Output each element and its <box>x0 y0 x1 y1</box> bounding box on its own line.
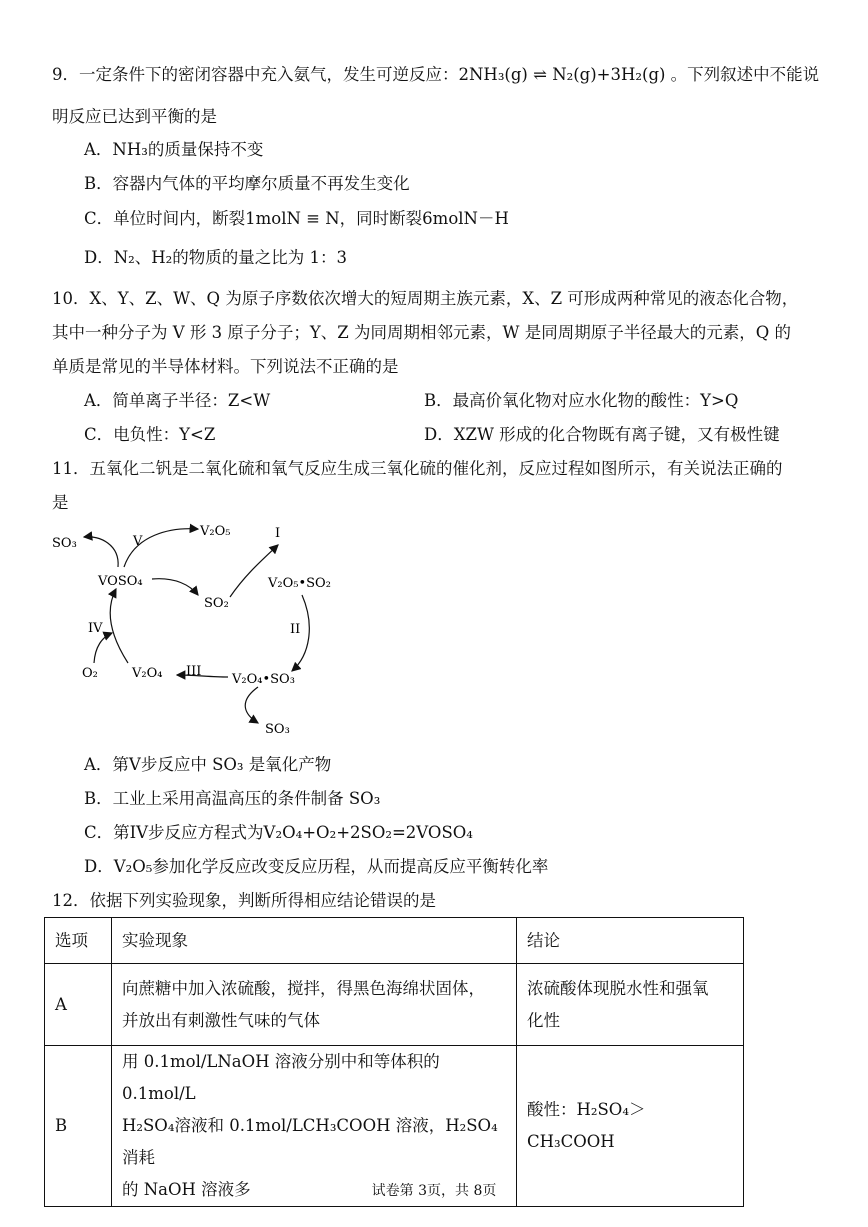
arrow-voso4-to-so2 <box>152 579 198 595</box>
table-header-row <box>45 918 744 964</box>
row-a-conclusion-line1: 浓硫酸体现脱水性和强氧 <box>527 978 709 998</box>
q10-stem-line3: 单质是常见的半导体材料。下列说法不正确的是 <box>52 357 399 376</box>
catalytic-cycle-diagram <box>40 515 360 745</box>
label-v2o4: V₂O₄ <box>132 666 163 681</box>
row-b-conclusion: 酸性：H₂SO₄＞CH₃COOH <box>517 1046 744 1207</box>
label-step-v: V <box>133 534 143 549</box>
row-a-conclusion-line2: 化性 <box>527 1010 560 1030</box>
q9-option-a: A．NH₃的质量保持不变 <box>84 140 264 159</box>
row-b-phenomenon-line3: 的 NaOH 溶液多 <box>122 1180 251 1199</box>
row-a-phenomenon <box>112 964 517 1046</box>
q9-option-d: D．N₂、H₂的物质的量之比为 1：3 <box>84 248 348 267</box>
q10-stem-line1: 10．X、Y、Z、W、Q 为原子序数依次增大的短周期主族元素，X、Z 可形成两种常见的液态化合物， <box>52 289 799 308</box>
arrow-to-so3-bottom <box>245 687 258 723</box>
arrow-step-iii <box>177 675 228 677</box>
q9-stem-line1: 9．一定条件下的密闭容器中充入氨气，发生可逆反应：2NH₃(g) ⇌ N₂(g)+3H₂(g) 。下列叙述中不能说 <box>52 65 820 84</box>
page-footer: 试卷第 3页，共 8页 <box>371 1183 497 1199</box>
table-row <box>45 964 744 1046</box>
label-so3-top: SO₃ <box>52 536 77 551</box>
label-v2o5so2: V₂O₅•SO₂ <box>268 576 331 591</box>
q9-option-c: C．单位时间内，断裂1molN ≡ N，同时断裂6molN－H <box>84 209 509 228</box>
row-a-conclusion <box>517 964 744 1046</box>
label-o2: O₂ <box>82 666 98 681</box>
q10-stem-line2: 其中一种分子为 V 形 3 原子分子；Y、Z 为同周期相邻元素，W 是同周期原子半径最大的元素，Q 的 <box>52 323 791 342</box>
q9-option-b: B．容器内气体的平均摩尔质量不再发生变化 <box>84 174 410 193</box>
arrow-step-iv <box>110 589 128 663</box>
header-conclusion: 结论 <box>517 918 744 964</box>
label-step-iii: III <box>186 664 202 679</box>
row-b-phenomenon-line1: 用 0.1mol/LNaOH 溶液分别中和等体积的 0.1mol/L <box>122 1052 440 1103</box>
label-v2o4so3: V₂O₄•SO₃ <box>232 672 295 687</box>
row-b-option: B <box>45 1046 112 1207</box>
q10-option-c: C．电负性：Y<Z <box>84 425 216 444</box>
q10-option-d: D．XZW 形成的化合物既有离子键，又有极性键 <box>424 425 780 444</box>
q11-option-a: A．第V步反应中 SO₃ 是氧化产物 <box>84 755 332 774</box>
row-a-phenomenon-line2: 并放出有刺激性气味的气体 <box>122 1010 320 1030</box>
arrow-voso4-to-so3 <box>84 537 118 567</box>
q12-table <box>44 917 744 1207</box>
header-phenomenon: 实验现象 <box>112 918 517 964</box>
q9-stem-line2: 明反应已达到平衡的是 <box>52 107 217 126</box>
row-a-phenomenon-line1: 向蔗糖中加入浓硫酸，搅拌，得黑色海绵状固体， <box>122 978 485 998</box>
header-option: 选项 <box>45 918 112 964</box>
label-so2: SO₂ <box>204 596 229 611</box>
label-step-ii: II <box>290 622 301 637</box>
label-v2o5: V₂O₅ <box>200 524 231 539</box>
label-step-iv: IV <box>88 621 103 636</box>
row-a-option: A <box>45 964 112 1046</box>
label-step-i: I <box>275 526 281 541</box>
q11-stem-line2: 是 <box>52 493 69 512</box>
label-voso4: VOSO₄ <box>98 574 143 589</box>
q11-option-d: D．V₂O₅参加化学反应改变反应历程，从而提高反应平衡转化率 <box>84 857 549 876</box>
q12-stem: 12．依据下列实验现象，判断所得相应结论错误的是 <box>52 891 436 910</box>
q11-option-b: B．工业上采用高温高压的条件制备 SO₃ <box>84 789 381 808</box>
q10-option-a: A．简单离子半径：Z<W <box>84 391 271 410</box>
q11-option-c: C．第IV步反应方程式为V₂O₄+O₂+2SO₂=2VOSO₄ <box>84 823 473 842</box>
row-b-phenomenon-line2: H₂SO₄溶液和 0.1mol/LCH₃COOH 溶液，H₂SO₄ 消耗 <box>122 1116 498 1167</box>
arrow-o2-in <box>94 633 112 663</box>
q11-stem-line1: 11．五氧化二钒是二氧化硫和氧气反应生成三氧化硫的催化剂，反应过程如图所示，有关说法正确的 <box>52 459 783 478</box>
q10-option-b: B．最高价氧化物对应水化物的酸性：Y>Q <box>424 391 739 410</box>
label-so3-bottom: SO₃ <box>265 722 290 737</box>
